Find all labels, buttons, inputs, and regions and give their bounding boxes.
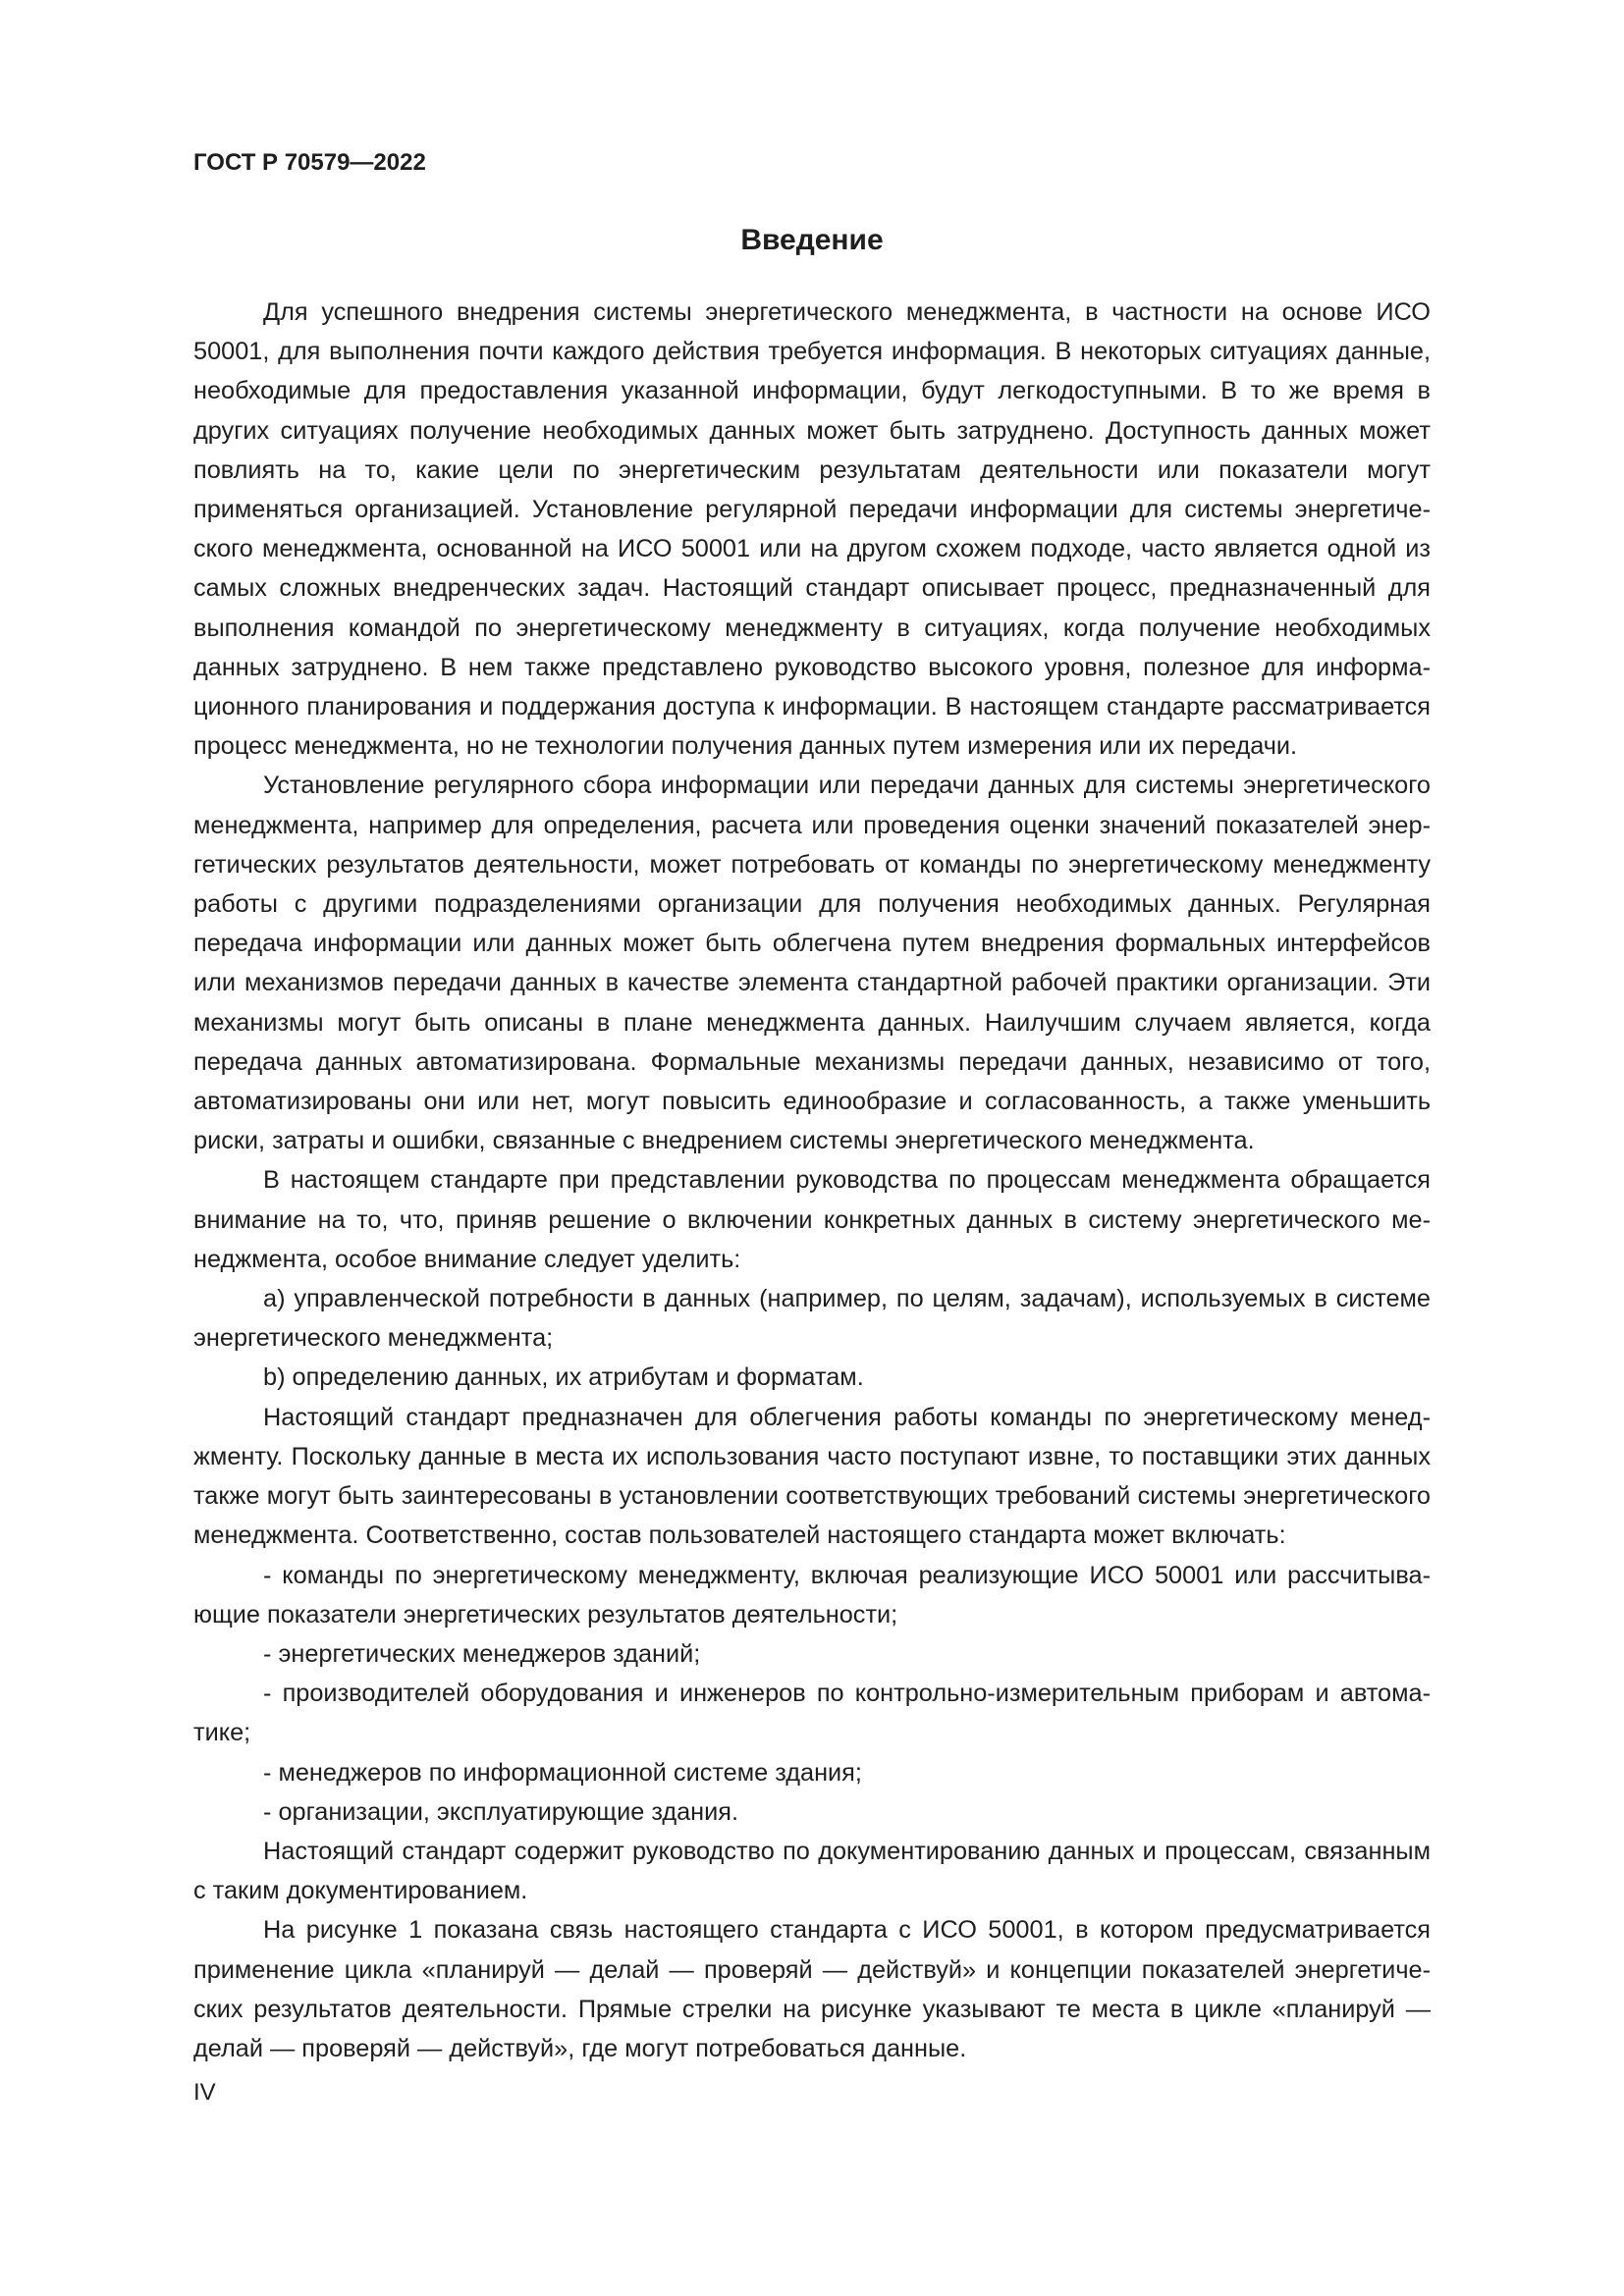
document-header: ГОСТ Р 70579—2022 bbox=[193, 149, 426, 176]
list-item: b) определению данных, их атрибутам и форматам. bbox=[263, 1363, 864, 1392]
list-item: - команды по энергетическому менеджменту, включая реализующие ИСО 50001 или рассчитывающие показатели энергетических результатов деятельности; bbox=[193, 1561, 1431, 1629]
list-item: - производителей оборудования и инженеров по контрольно-измерительным приборам и автоматике; bbox=[193, 1680, 1431, 1747]
paragraph: Установление регулярного сбора информации или передачи данных для системы энергетического менеджмента, например для определения, расчета или проведения оценки значений показателей энергетических результатов деятельности, может потребовать от команды по энергетическому менеджменту работы с другими подразделениями организации для получения необходимых данных. Регулярная передача информации или данных может быть облегчена путем внедрения формальных интерфейсов или механизмов передачи данных в качестве элемента стандартной рабочей практики организации. Эти механизмы могут быть описаны в плане менеджмента данных. Наилучшим случаем является, когда передача данных автоматизирована. Формальные механизмы передачи данных, независимо от того, автоматизированы они или нет, могут повысить единообразие и согласованность, а также уменьшить риски, затраты и ошибки, связанные с внедрением системы энергетического менеджмента. bbox=[193, 772, 1431, 1155]
paragraph: В настоящем стандарте при представлении руководства по процессам менеджмента обращается внимание на то, что, приняв решение о включении конкретных данных в систему энергетического менеджмента, особое внимание следует уделить: bbox=[193, 1166, 1431, 1273]
list-item: - менеджеров по информационной системе здания; bbox=[263, 1758, 862, 1787]
paragraph: На рисунке 1 показана связь настоящего стандарта с ИСО 50001, в котором предусматривается применение цикла «планируй — делай — проверяй — действуй» и концепции показателей энергетических результатов деятельности. Прямые стрелки на рисунке указывают те места в цикле «планируй — делай — проверяй — действуй», где могут потребоваться данные. bbox=[193, 1916, 1431, 2062]
paragraph: Настоящий стандарт предназначен для облегчения работы команды по энергетическому менеджменту. Поскольку данные в места их использования часто поступают извне, то поставщики этих данных также могут быть заинтересованы в установлении соответствующих требований системы энергетического менеджмента. Соответственно, состав пользователей настоящего стандарта может включать: bbox=[193, 1403, 1431, 1550]
list-item: - энергетических менеджеров зданий; bbox=[263, 1639, 701, 1668]
body-text bbox=[193, 293, 1431, 2068]
page-number: IV bbox=[193, 2079, 216, 2106]
section-title: Введение bbox=[740, 224, 884, 256]
paragraph: Настоящий стандарт содержит руководство по документированию данных и процессам, связанным с таким документированием. bbox=[193, 1837, 1431, 1905]
list-item: а) управленческой потребности в данных (например, по целям, задачам), используемых в системе энергетического менеджмента; bbox=[193, 1285, 1431, 1353]
paragraph: Для успешного внедрения системы энергетического менеджмента, в частности на основе ИСО 50001, для выполнения почти каждого действия требуется информация. В некоторых ситуациях данные, необходимые для предоставления указанной информации, будут легкодоступными. В то же время в других ситуациях получение необходимых данных может быть затруднено. Доступность данных может повлиять на то, какие цели по энергетическим результатам деятельности или показатели могут применяться организацией. Установление регулярной передачи информации для системы энергетического менеджмента, основанной на ИСО 50001 или на другом схожем подходе, часто является одной из самых сложных внедренческих задач. Настоящий стандарт описывает процесс, предназначенный для выполнения командой по энергетическому менеджменту в ситуациях, когда получение необходимых данных затруднено. В нем также представлено руководство высокого уровня, полезное для информационного планирования и поддержания доступа к информации. В настоящем стандарте рассматривается процесс менеджмента, но не технологии получения данных путем измерения или их передачи. bbox=[193, 298, 1431, 761]
list-item: - организации, эксплуатирующие здания. bbox=[263, 1797, 739, 1826]
